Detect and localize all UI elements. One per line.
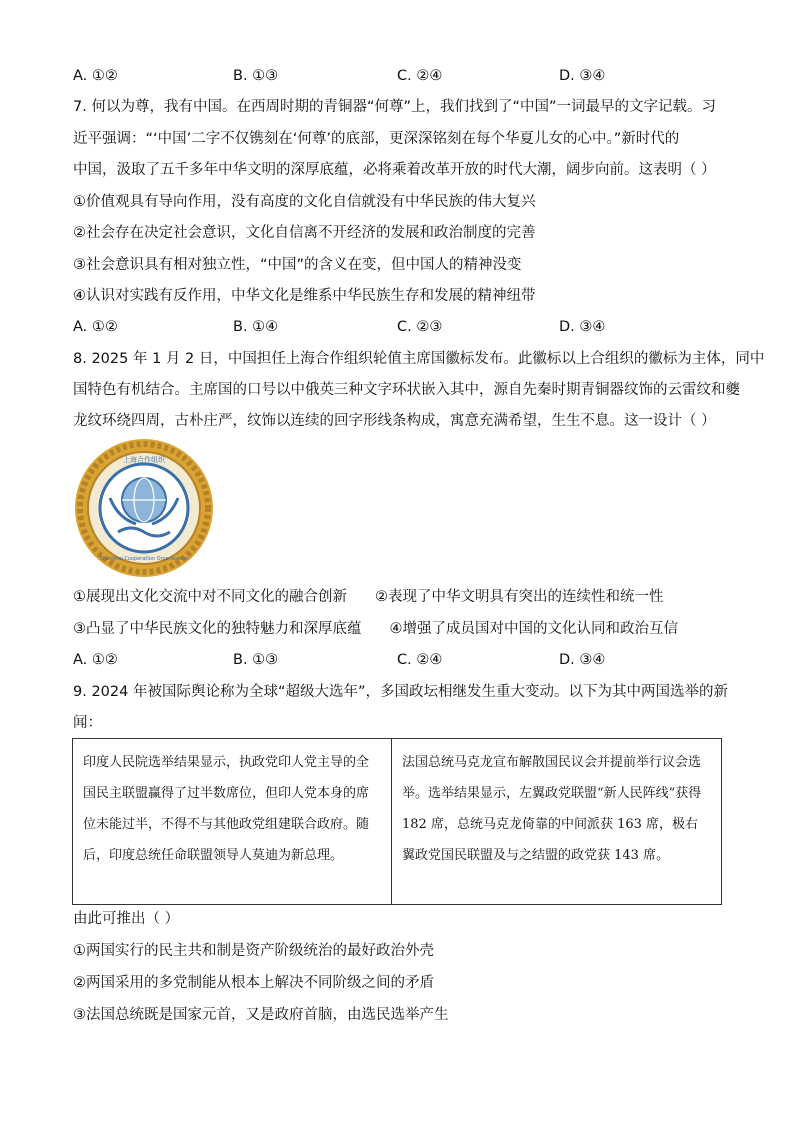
q7-item-3: ③社会意识具有相对独立性，“中国”的含义在变，但中国人的精神没变 <box>73 257 522 273</box>
q8-option-b: B. ①③ <box>233 652 279 668</box>
q6-option-a: A. ①② <box>73 68 118 84</box>
q7-option-c: C. ②③ <box>397 319 443 335</box>
q6-option-b: B. ①③ <box>233 68 279 84</box>
q9-stem-line-2: 闻： <box>73 715 102 731</box>
q8-option-a: A. ①② <box>73 652 118 668</box>
q8-item-2: ②表现了中华文明具有突出的连续性和统一性 <box>375 589 664 605</box>
q8-item-3: ③凸显了中华民族文化的独特魅力和深厚底蕴 <box>73 621 362 637</box>
q7-item-4: ④认识对实践有反作用，中华文化是维系中华民族生存和发展的精神纽带 <box>73 288 536 304</box>
sco-presidency-logo <box>74 438 214 578</box>
q9-news-india: 印度人民院选举结果显示，执政党印人党主导的全国民主联盟赢得了过半数席位，但印人党本身的席位未能过半，不得不与其他政党组建联合政府。随后，印度总统任命联盟领导人莫迪为新总理。 <box>73 739 392 905</box>
q8-item-1: ①展现出文化交流中对不同文化的融合创新 <box>73 589 347 605</box>
q9-item-3: ③法国总统既是国家元首，又是政府首脑，由选民选举产生 <box>73 1007 449 1023</box>
q9-stem-line-1: 9. 2024 年被国际舆论称为全球“超级大选年”，多国政坛相继发生重大变动。以下为其中两国选举的新 <box>73 684 728 700</box>
q8-item-4: ④增强了成员国对中国的文化认同和政治互信 <box>389 621 678 637</box>
q8-stem-line-2: 国特色有机结合。主席国的口号以中俄英三种文字环状嵌入其中，源自先秦时期青铜器纹饰的云雷纹和夔 <box>73 382 740 398</box>
q8-stem-line-1: 8. 2025 年 1 月 2 日，中国担任上海合作组织轮值主席国徽标发布。此徽标以上合组织的徽标为主体，同中 <box>73 351 765 367</box>
q9-item-2: ②两国采用的多党制能从根本上解决不同阶级之间的矛盾 <box>73 975 434 991</box>
q8-option-d: D. ③④ <box>559 652 606 668</box>
q6-option-d: D. ③④ <box>559 68 606 84</box>
q8-items-row-1 <box>73 587 664 607</box>
q7-stem-line-3: 中国，汲取了五千多年中华文明的深厚底蕴，必将乘着改革开放的时代大潮，阔步向前。这表明（ ） <box>73 162 716 178</box>
q6-options <box>73 66 713 86</box>
q7-stem-line-1: 7. 何以为尊，我有中国。在西周时期的青铜器“何尊”上，我们找到了“中国”一词最早的文字记载。习 <box>73 99 716 115</box>
logo-ring-text-top: 上海合作组织 <box>123 456 165 464</box>
q8-stem-line-3: 龙纹环绕四周，古朴庄严，纹饰以连续的回字形线条构成，寓意充满希望，生生不息。这一设计（ ） <box>73 413 716 429</box>
q7-option-d: D. ③④ <box>559 319 606 335</box>
q9-prompt: 由此可推出（ ） <box>73 911 180 927</box>
q8-option-c: C. ②④ <box>397 652 443 668</box>
q7-item-2: ②社会存在决定社会意识，文化自信离不开经济的发展和政治制度的完善 <box>73 225 536 241</box>
q7-option-a: A. ①② <box>73 319 118 335</box>
q9-item-1: ①两国实行的民主共和制是资产阶级统治的最好政治外壳 <box>73 943 434 959</box>
q7-item-1: ①价值观具有导向作用，没有高度的文化自信就没有中华民族的伟大复兴 <box>73 194 536 210</box>
logo-ring-text-bottom: Shanghai Cooperation Organisation <box>99 556 189 562</box>
q9-news-france: 法国总统马克龙宣布解散国民议会并提前举行议会选举。选举结果显示，左翼政党联盟“新人民阵线”获得 182 席，总统马克龙倚靠的中间派获 163 席，极右翼政党国民联盟及与之结盟的政党获 143 席。 <box>392 739 722 905</box>
q7-option-b: B. ①④ <box>233 319 279 335</box>
q7-stem-line-2: 近平强调：“‘中国’二字不仅镌刻在‘何尊’的底部，更深深铭刻在每个华夏儿女的心中。”新时代的 <box>73 131 680 147</box>
q9-news-table <box>72 738 722 905</box>
q6-option-c: C. ②④ <box>397 68 443 84</box>
q7-options <box>73 317 713 337</box>
q8-items-row-2 <box>73 619 678 639</box>
q8-options <box>73 650 713 670</box>
